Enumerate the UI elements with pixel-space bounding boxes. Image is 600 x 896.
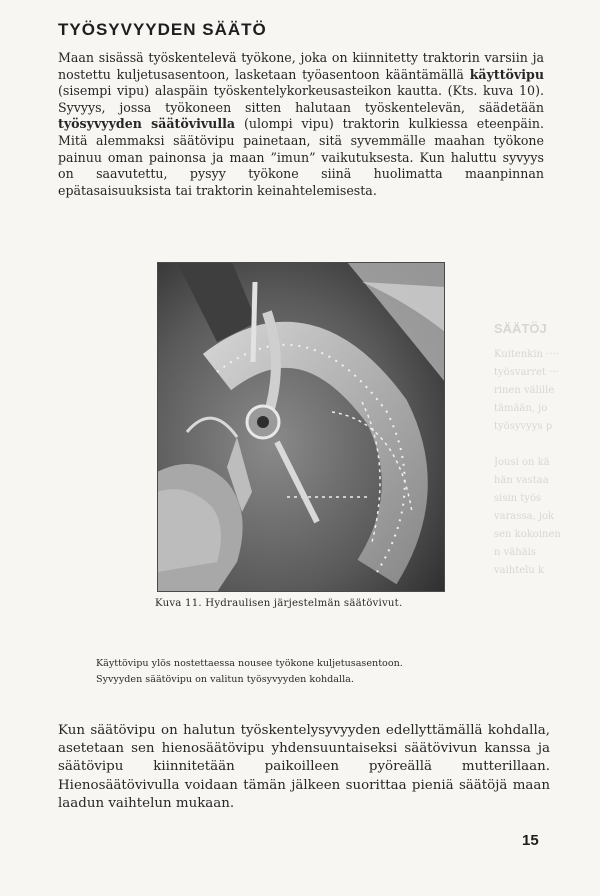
intro-text-3: (ulompi vipu) traktorin kulkiessa eteenpäin. Mitä alemmaksi säätövipu painetaan, sitä syvemmälle maahan työkone painuu oman painonsa ja maan ”imun” vaikutuksesta. Kun haluttu syvyys on saavutettu, pysyy työkone siinä huolimatta maanpinnan epätasaisuuksista tai traktorin keinahtelemisesta. xyxy=(58,116,544,198)
figure-photo xyxy=(157,262,445,592)
term-kayttovipu: käyttövipu xyxy=(469,66,544,82)
page-heading: TYÖSYVYYDEN SÄÄTÖ xyxy=(58,20,267,39)
page-number: 15 xyxy=(522,832,539,849)
term-tyosyvyyden-saatovipu: työsyvyyden säätövivulla xyxy=(58,116,236,132)
figure-note-1: Käyttövipu ylös nostettaessa nousee työkone kuljetusasentoon. xyxy=(96,658,403,669)
intro-text-1: Maan sisässä työskentelevä työkone, joka on kiinnitetty traktorin varsiin ja nostettu kuljetusasentoon, lasketaan työasentoon kääntämällä xyxy=(58,50,544,82)
figure-caption: Kuva 11. Hydraulisen järjestelmän säätövivut. xyxy=(155,598,403,609)
show-through-text: SÄÄTÖJ Kuitenkin ···· työsvarret ··· rinen välille tämään, jo työsyvyys p Jousi on kä hän vastaa sisin työs varassa, jok sen kokoinen n vähäis vaihtelu k xyxy=(494,321,561,576)
closing-paragraph: Kun säätövipu on halutun työskentelysyvyyden edellyttämällä kohdalla, asetetaan sen hienosäätövipu yhdensuuntaiseksi säätövivun kanssa ja säätövipu kiinnitetään paikoilleen pyöreällä mutterillaan. Hienosäätövivulla voidaan tämän jälkeen suorittaa pieniä säätöjä maan laadun vaihtelun mukaan. xyxy=(58,723,550,811)
intro-paragraph xyxy=(58,50,544,199)
figure-note-2: Syvyyden säätövipu on valitun työsyvyyden kohdalla. xyxy=(96,674,354,685)
intro-text-2: (sisempi vipu) alaspäin työskentelykorkeusasteikon kautta. (Kts. kuva 10). Syvyys, jossa työkoneen sitten halutaan työskentelevän, säädetään xyxy=(58,83,544,115)
hydraulic-lever-photo xyxy=(157,262,445,592)
